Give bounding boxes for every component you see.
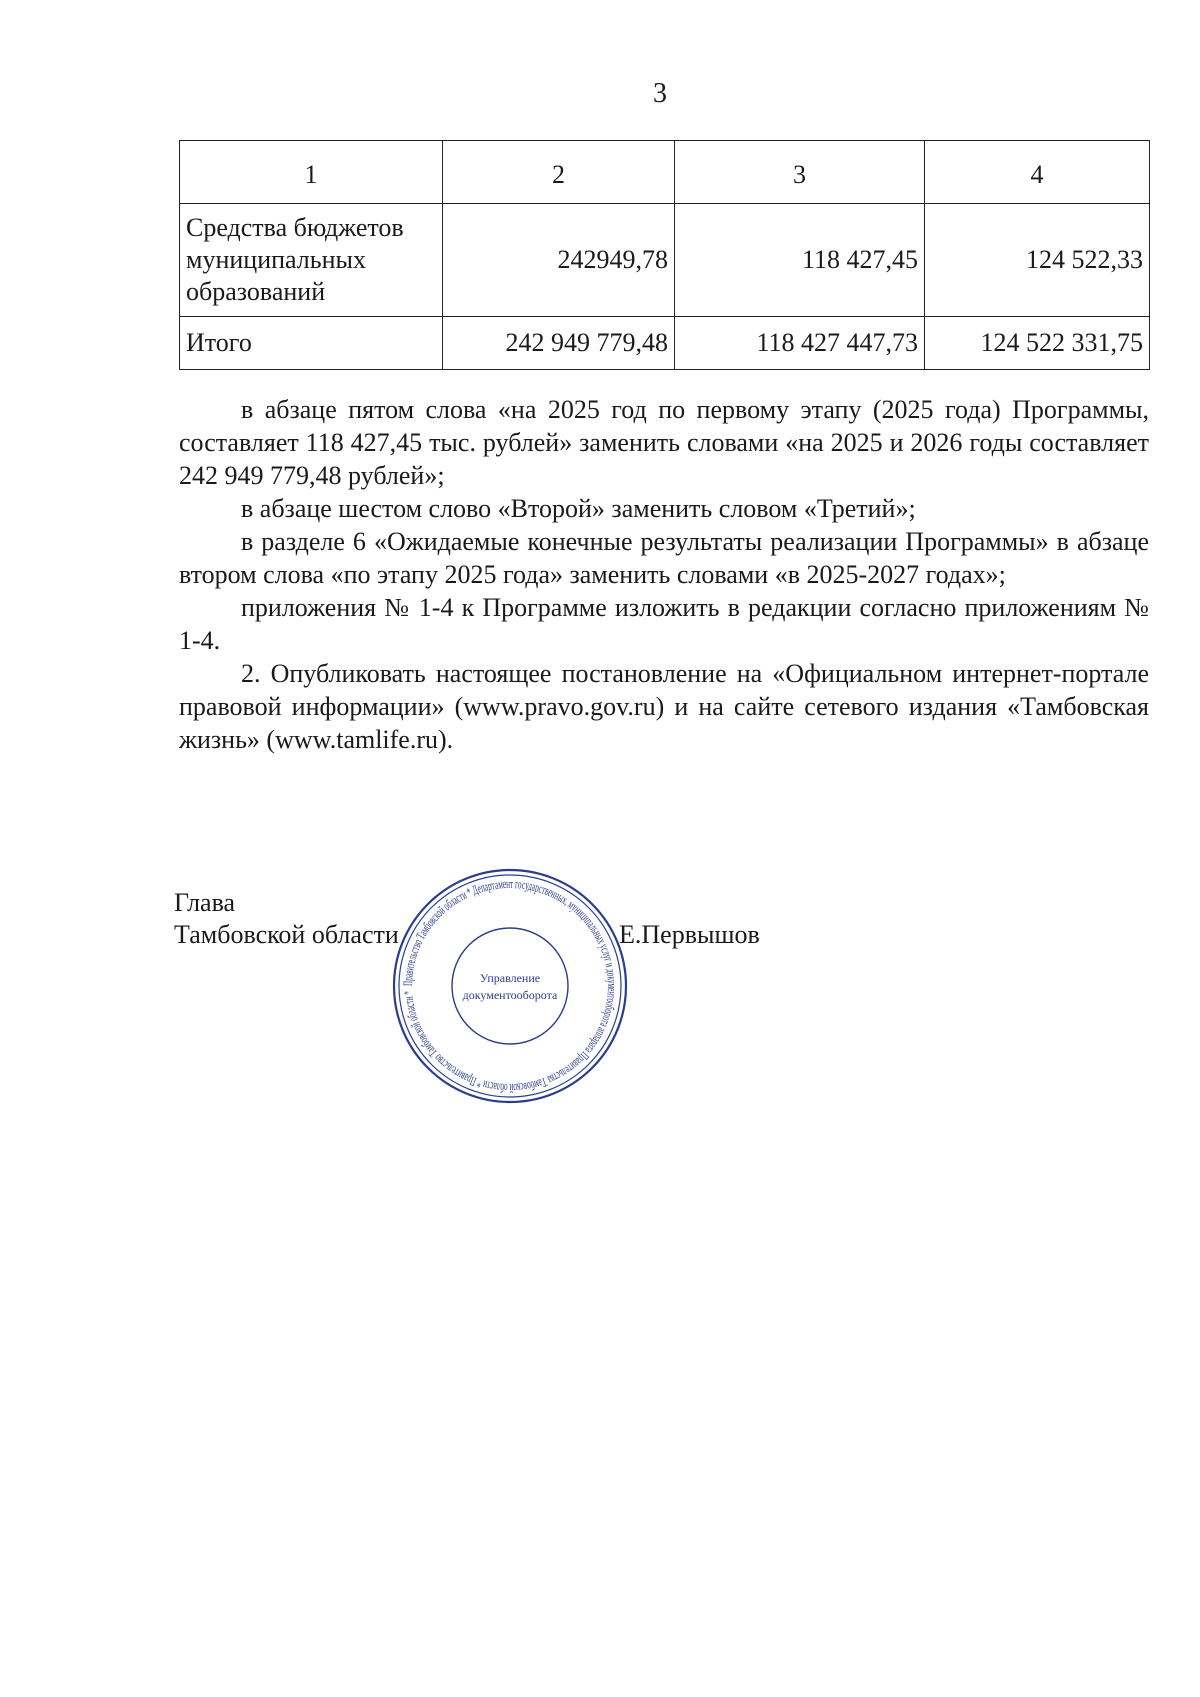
table-header-cell: 1 (180, 141, 443, 204)
paragraph: в абзаце шестом слово «Второй» заменить словом «Третий»; (241, 494, 916, 523)
paragraph: 2. Опубликовать настоящее постановление на «Официальном интернет-портале правовой информации» (www.pravo.gov.ru) и на сайте сетевого издания «Тамбовская жизнь» (www.tamlife.ru). (179, 659, 1149, 754)
stamp-rings (394, 870, 626, 1102)
table-row (180, 204, 1150, 317)
table-cell: 242 949 779,48 (443, 317, 675, 370)
table-row-label: Итого (180, 317, 443, 370)
table-row-label (180, 204, 443, 317)
paragraph: приложения № 1-4 к Программе изложить в редакции согласно приложениям № 1-4. (179, 593, 1149, 655)
table-row-label-line: муниципальных (186, 245, 367, 274)
signature-title-line: Тамбовской области (174, 920, 399, 949)
table-cell: 118 427 447,73 (675, 317, 925, 370)
signature-name: Е.Первышов (619, 920, 760, 949)
page-number: 3 (653, 78, 667, 109)
table-row-label-line: Средства бюджетов (186, 213, 404, 242)
table-header-row (180, 141, 1150, 204)
stamp-center-line: Управление (479, 971, 541, 985)
table-row-total (180, 317, 1150, 370)
table-cell: 242949,78 (443, 204, 675, 317)
official-stamp (392, 868, 628, 1104)
signature-title (174, 887, 399, 951)
table-header-cell: 4 (925, 141, 1150, 204)
paragraph: в разделе 6 «Ожидаемые конечные результаты реализации Программы» в абзаце втором слова «по этапу 2025 года» заменить словами «в 2025-2027 годах»; (179, 527, 1149, 589)
table-cell: 124 522,33 (925, 204, 1150, 317)
signature-title-line: Глава (174, 888, 236, 917)
table-row-label-line: образований (186, 277, 326, 306)
paragraph: в абзаце пятом слова «на 2025 год по первому этапу (2025 года) Программы, составляет 118 427,45 тыс. рублей» заменить словами «на 2025 и 2026 годы составляет 242 949 779,48 рублей»; (179, 395, 1149, 490)
table-cell: 118 427,45 (675, 204, 925, 317)
stamp-center-line: документооборота (462, 988, 558, 1002)
body-text (179, 393, 1149, 756)
table-cell: 124 522 331,75 (925, 317, 1150, 370)
table-header-cell: 2 (443, 141, 675, 204)
budget-table (179, 140, 1150, 370)
table-header-cell: 3 (675, 141, 925, 204)
stamp-outer-text: Правительство Тамбовской области * Департамент государственных, муниципальных услуг и документооборота аппарата Правительства Тамбовской области * Правительство Тамбовской области * (399, 875, 621, 1097)
